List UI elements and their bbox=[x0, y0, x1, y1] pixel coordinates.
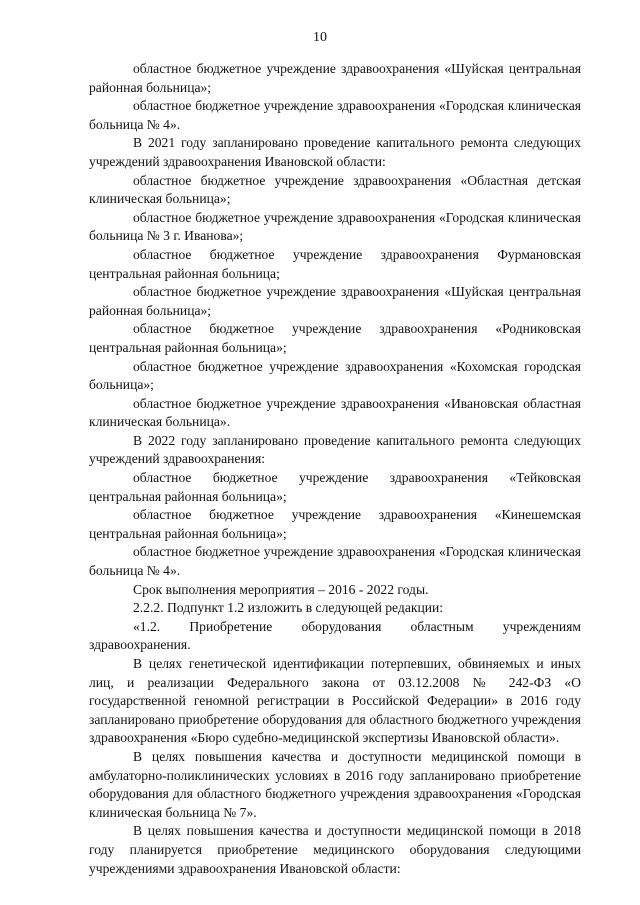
paragraph: В целях повышения качества и доступности медицинской помощи в 2018 году планируется приобретение медицинского оборудования следующими учреждениями здравоохранения Ивановской области: bbox=[89, 823, 581, 876]
paragraph: В 2021 году запланировано проведение капитального ремонта следующих учреждений здравоохранения Ивановской области: bbox=[89, 135, 581, 169]
paragraph: областное бюджетное учреждение здравоохранения «Областная детская клиническая больница»; bbox=[89, 172, 581, 207]
paragraph: областное бюджетное учреждение здравоохранения «Городская клиническая больница № 3 г. Иванова»; bbox=[89, 209, 581, 244]
paragraph: областное бюджетное учреждение здравоохранения «Городская клиническая больница № 4». bbox=[89, 98, 581, 132]
paragraph: областное бюджетное учреждение здравоохранения «Кохомская городская больница»; bbox=[89, 358, 581, 393]
paragraph: областное бюджетное учреждение здравоохранения Фурмановская центральная районная больница; bbox=[89, 246, 581, 281]
paragraph: областное бюджетное учреждение здравоохранения «Ивановская областная клиническая больница». bbox=[89, 395, 581, 430]
paragraph: В целях повышения качества и доступности медицинской помощи в амбулаторно-поликлинических условиях в 2016 году запланировано приобретение оборудования для областного бюджетного учреждения здравоохранения «Городская клиническая больница № 7». bbox=[89, 748, 581, 820]
paragraph: Срок выполнения мероприятия – 2016 - 2022 годы. bbox=[133, 581, 429, 597]
paragraph: областное бюджетное учреждение здравоохранения «Кинешемская центральная районная больница»; bbox=[89, 507, 581, 541]
paragraph: областное бюджетное учреждение здравоохранения «Родниковская центральная районная больница»; bbox=[89, 321, 581, 355]
paragraph: «1.2. Приобретение оборудования областным учреждениям здравоохранения. bbox=[89, 618, 581, 653]
paragraph: областное бюджетное учреждение здравоохранения «Городская клиническая больница № 4». bbox=[89, 544, 581, 579]
paragraph: 2.2.2. Подпункт 1.2 изложить в следующей редакции: bbox=[133, 600, 444, 616]
paragraph: В целях генетической идентификации потерпевших, обвиняемых и иных лиц, и реализации Федерального закона от 03.12.2008 № 242-ФЗ «О государственной геномной регистрации в Российской Федерации» в 2016 году запланировано приобретение оборудования для областного бюджетного учреждения здравоохранения «Бюро судебно-медицинской экспертизы Ивановской области». bbox=[89, 656, 581, 746]
paragraph: В 2022 году запланировано проведение капитального ремонта следующих учреждений здравоохранения: bbox=[89, 432, 581, 467]
paragraph: областное бюджетное учреждение здравоохранения «Шуйская центральная районная больница»; bbox=[89, 61, 581, 95]
paragraph: областное бюджетное учреждение здравоохранения «Шуйская центральная районная больница»; bbox=[89, 284, 581, 318]
paragraph: областное бюджетное учреждение здравоохранения «Тейковская центральная районная больница»; bbox=[89, 470, 581, 504]
page-number: 10 bbox=[313, 30, 327, 45]
document-body bbox=[89, 60, 581, 878]
